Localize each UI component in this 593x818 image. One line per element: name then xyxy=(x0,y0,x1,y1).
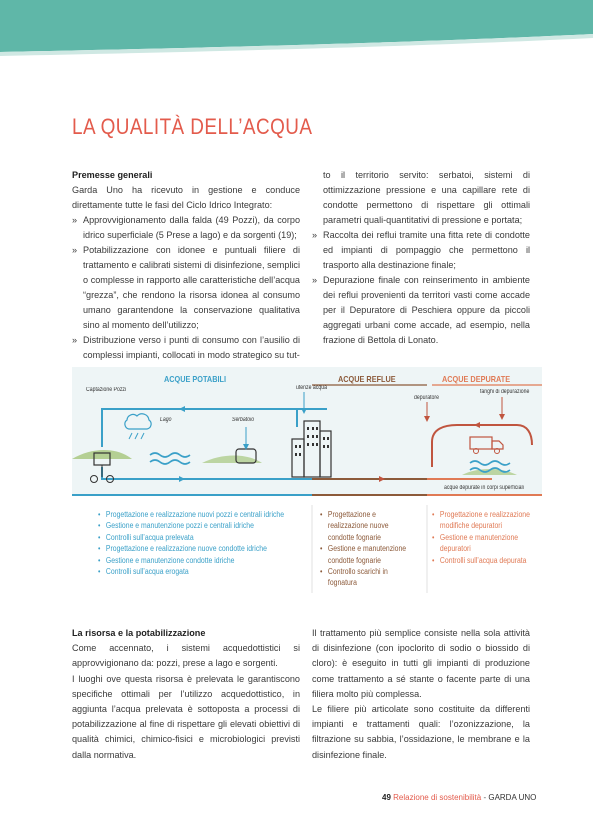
list-acque-potabili xyxy=(98,509,300,577)
label-acque-corpi-superficiali: acque depurate in corpi superficiali xyxy=(444,485,524,491)
risorsa-paragraph: Come accennato, i sistemi acquedottistici si approvvigionano da: pozzi, prese a lago e sorgenti. xyxy=(72,643,300,669)
header-wave-band xyxy=(0,0,593,64)
depurated-waves-icon xyxy=(470,461,510,465)
list-item: • Gestione e manutenzione condotte fognarie xyxy=(320,543,412,566)
risorsa-paragraph: Il trattamento più semplice consiste nella sola attività di disinfezione (con ipoclorito di sodio o biossido di cloro): è eseguito in tutti gli impianti di produzione come trattamento a sé stante o facente parte di una filiera molto più complessa. xyxy=(312,628,530,699)
list-item: • Controlli sull’acqua prelevata xyxy=(98,532,300,543)
list-item: • Progettazione e realizzazione nuovi pozzi e centrali idriche xyxy=(98,509,300,520)
label-depuratore: depuratore xyxy=(414,395,439,401)
premesse-bullet: » Approvvigionamento dalla falda (49 Pozzi), da corpo idrico superficiale (5 Prese a lago) e da sorgenti (19); xyxy=(72,213,300,243)
list-item: • Gestione e manutenzione condotte idriche xyxy=(98,555,300,566)
cloud-icon xyxy=(125,414,151,429)
list-item: • Progettazione e realizzazione nuove condotte fognarie xyxy=(320,509,412,543)
list-item: • Controlli sull’acqua erogata xyxy=(98,566,300,577)
list-item: • Progettazione e realizzazione modifiche depuratori xyxy=(432,509,531,532)
risorsa-paragraph: I luoghi ove questa risorsa è prelevata le garantiscono specifiche ottimali per l’utilizzo acquedottistico, in aggiunta l’acqua prelevata è sottoposta a processi di potabilizzazione al fine di rispettare gli elevati obiettivi di qualità chimici, chimico-fisici e microbiologici previsti dalla normativa. xyxy=(72,673,300,760)
risorsa-left-column xyxy=(72,626,300,763)
footer-company: GARDA UNO xyxy=(488,793,537,802)
premesse-right-column xyxy=(312,168,530,348)
header-acque-potabili: ACQUE POTABILI xyxy=(164,374,227,384)
header-acque-depurate: ACQUE DEPURATE xyxy=(442,374,511,384)
premesse-heading: Premesse generali xyxy=(72,170,153,180)
premesse-bullet: » Distribuzione verso i punti di consumo con l’ausilio di complessi impianti, collocati in modo strategico su tut- xyxy=(72,333,300,363)
label-serbatoio: Serbatoio xyxy=(232,417,255,423)
list-item: • Controllo scarichi in fognatura xyxy=(320,566,412,589)
truck-icon xyxy=(470,437,492,449)
footer-report-title: Relazione di sostenibilità xyxy=(393,793,482,802)
page-title: LA QUALITÀ DELL’ACQUA xyxy=(72,114,313,139)
lake-waves-icon xyxy=(150,453,190,457)
water-cycle-infographic xyxy=(72,367,542,597)
footer-separator: - xyxy=(483,793,487,802)
list-item: • Gestione e manutenzione depuratori xyxy=(432,532,531,555)
premesse-continuation: to il territorio servito: serbatoi, sistemi di ottimizzazione pressione e una capillare rete di condotte permettono di rispettare gli ottimali parametri quali-quantitativi di pressione e portata; xyxy=(323,170,530,225)
risorsa-right-column xyxy=(312,626,530,763)
list-acque-depurate xyxy=(432,509,531,566)
premesse-bullet: » Depurazione finale con reinserimento in ambiente dei reflui provenienti da territori vasti come accade per il Depuratore di Peschiera oppure da piccoli aggregati urbani come accade, ad esempio, nella frazione di Bettola di Lonato. xyxy=(312,273,530,348)
list-item: • Gestione e manutenzione pozzi e centrali idriche xyxy=(98,520,300,531)
label-utenze-acqua: utenze acqua xyxy=(296,385,327,391)
building-icon xyxy=(292,439,304,477)
list-acque-reflue xyxy=(320,509,412,589)
label-captazione-pozzi: Captazione Pozzi xyxy=(86,387,127,393)
header-acque-reflue: ACQUE REFLUE xyxy=(338,374,396,384)
depuratore-loop xyxy=(432,425,532,467)
risorsa-heading: La risorsa e la potabilizzazione xyxy=(72,628,206,638)
page-number: 49 xyxy=(382,793,391,802)
label-fanghi-depurazione: fanghi di depurazione xyxy=(480,389,530,395)
premesse-bullet: » Potabilizzazione con idonee e puntuali filiere di trattamento e calibrati sistemi di disinfezione, semplici o complesse in rapporto alle caratteristiche dell’acqua “grezza”, che rendono la risorsa idonea al consumo umano garantendone la conservazione qualitativa sino al momento dell’utilizzo; xyxy=(72,243,300,333)
premesse-intro: Garda Uno ha ricevuto in gestione e conduce direttamente tutte le fasi del Ciclo Idrico Integrato: xyxy=(72,185,300,210)
premesse-left-column xyxy=(72,168,300,363)
list-item: • Progettazione e realizzazione nuove condotte idriche xyxy=(98,543,300,554)
hill-left xyxy=(72,450,132,459)
page-footer xyxy=(382,793,536,802)
lower-water-pipe xyxy=(102,467,312,479)
premesse-bullet: » Raccolta dei reflui tramite una fitta rete di condotte ed impianti di pompaggio che permettono il trasporto alla destinazione finale; xyxy=(312,228,530,273)
list-item: • Controlli sull’acqua depurata xyxy=(432,555,531,566)
label-lago: Lago xyxy=(160,417,172,423)
risorsa-paragraph: Le filiere più articolate sono costituite da differenti impianti e trattamenti quali: l’ozonizzazione, la filtrazione su sabbia, l’ossidazione, le membrane e la disinfezione finale. xyxy=(312,704,530,760)
